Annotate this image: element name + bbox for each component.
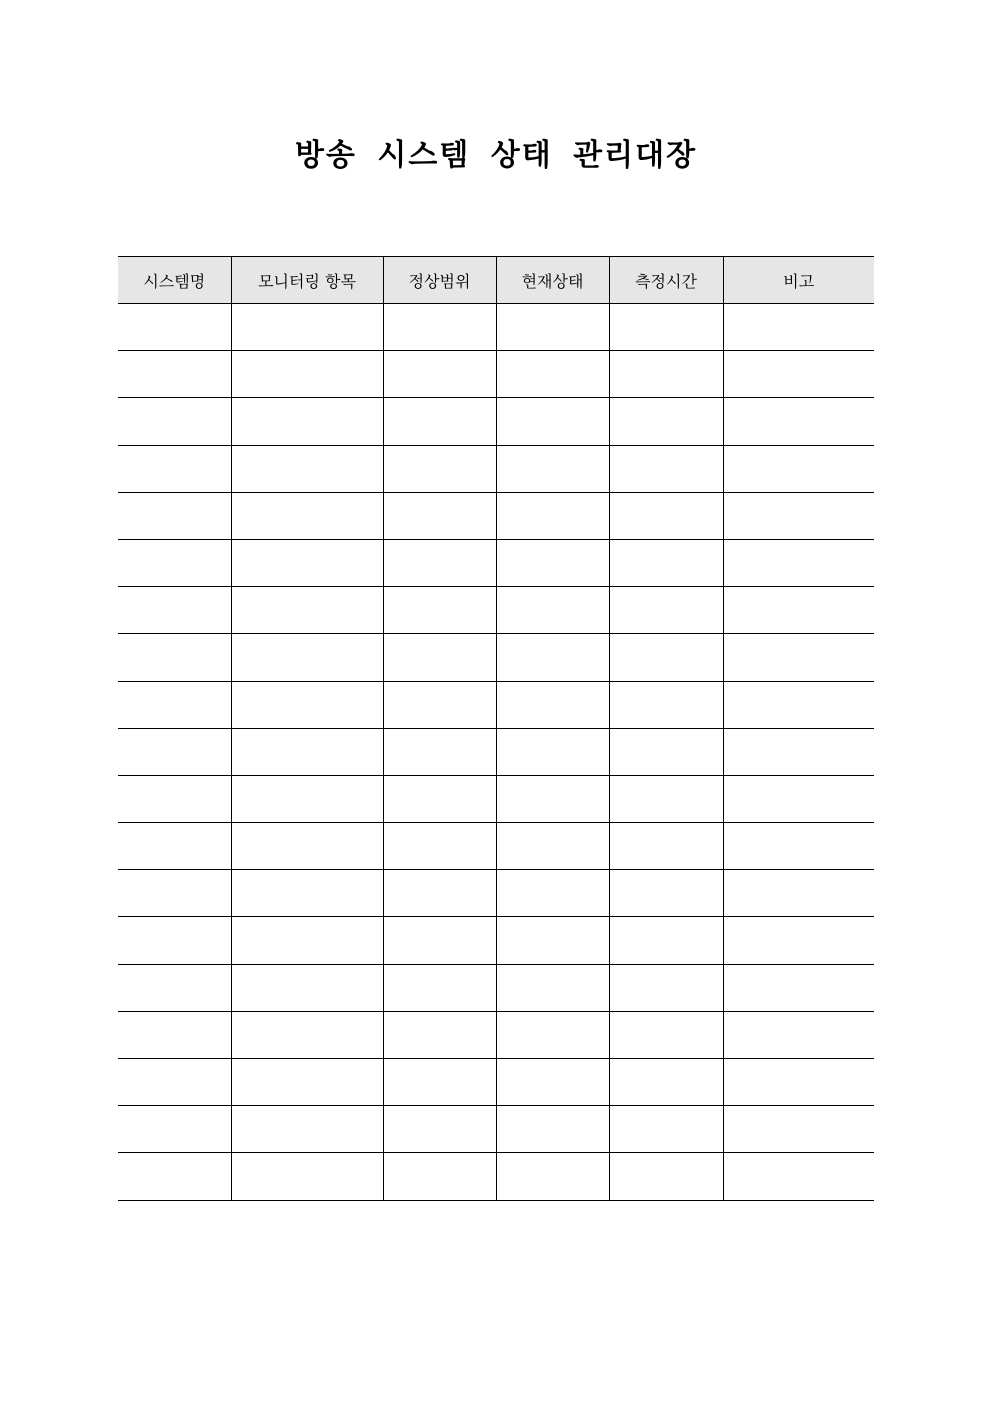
cell-current-status — [496, 917, 609, 964]
cell-remarks — [723, 964, 874, 1011]
cell-monitoring-item — [231, 634, 383, 681]
cell-remarks — [723, 917, 874, 964]
cell-normal-range — [383, 634, 496, 681]
column-header-system-name: 시스템명 — [118, 257, 231, 304]
cell-monitoring-item — [231, 917, 383, 964]
cell-current-status — [496, 398, 609, 445]
cell-remarks — [723, 1011, 874, 1058]
cell-remarks — [723, 587, 874, 634]
cell-normal-range — [383, 304, 496, 351]
cell-measurement-time — [609, 917, 723, 964]
cell-monitoring-item — [231, 304, 383, 351]
table-row — [118, 1106, 874, 1153]
cell-measurement-time — [609, 445, 723, 492]
cell-monitoring-item — [231, 681, 383, 728]
cell-normal-range — [383, 445, 496, 492]
cell-monitoring-item — [231, 1011, 383, 1058]
column-header-current-status: 현재상태 — [496, 257, 609, 304]
cell-monitoring-item — [231, 823, 383, 870]
cell-current-status — [496, 634, 609, 681]
cell-system-name — [118, 681, 231, 728]
cell-remarks — [723, 728, 874, 775]
cell-normal-range — [383, 823, 496, 870]
cell-normal-range — [383, 870, 496, 917]
cell-system-name — [118, 1106, 231, 1153]
cell-current-status — [496, 445, 609, 492]
cell-normal-range — [383, 351, 496, 398]
cell-remarks — [723, 539, 874, 586]
table-row — [118, 1153, 874, 1200]
cell-current-status — [496, 870, 609, 917]
cell-normal-range — [383, 492, 496, 539]
cell-remarks — [723, 398, 874, 445]
cell-remarks — [723, 1106, 874, 1153]
table-body — [118, 304, 874, 1201]
cell-measurement-time — [609, 492, 723, 539]
cell-measurement-time — [609, 304, 723, 351]
cell-current-status — [496, 539, 609, 586]
cell-remarks — [723, 823, 874, 870]
cell-system-name — [118, 823, 231, 870]
cell-remarks — [723, 870, 874, 917]
cell-measurement-time — [609, 1153, 723, 1200]
cell-system-name — [118, 917, 231, 964]
table-row — [118, 964, 874, 1011]
cell-system-name — [118, 870, 231, 917]
cell-current-status — [496, 728, 609, 775]
table-header-row — [118, 257, 874, 304]
cell-remarks — [723, 492, 874, 539]
cell-normal-range — [383, 775, 496, 822]
table-row — [118, 304, 874, 351]
cell-system-name — [118, 728, 231, 775]
cell-measurement-time — [609, 775, 723, 822]
cell-system-name — [118, 964, 231, 1011]
cell-current-status — [496, 1011, 609, 1058]
table-row — [118, 823, 874, 870]
column-header-monitoring-item: 모니터링 항목 — [231, 257, 383, 304]
cell-remarks — [723, 351, 874, 398]
cell-system-name — [118, 1153, 231, 1200]
cell-monitoring-item — [231, 492, 383, 539]
cell-remarks — [723, 445, 874, 492]
cell-remarks — [723, 681, 874, 728]
cell-monitoring-item — [231, 728, 383, 775]
table-row — [118, 917, 874, 964]
cell-remarks — [723, 304, 874, 351]
cell-normal-range — [383, 398, 496, 445]
cell-current-status — [496, 351, 609, 398]
cell-monitoring-item — [231, 351, 383, 398]
table-row — [118, 1011, 874, 1058]
cell-normal-range — [383, 539, 496, 586]
table-row — [118, 1059, 874, 1106]
table-row — [118, 634, 874, 681]
cell-normal-range — [383, 1011, 496, 1058]
cell-normal-range — [383, 917, 496, 964]
cell-system-name — [118, 587, 231, 634]
cell-normal-range — [383, 1153, 496, 1200]
cell-remarks — [723, 1153, 874, 1200]
cell-system-name — [118, 775, 231, 822]
table-row — [118, 681, 874, 728]
cell-normal-range — [383, 587, 496, 634]
cell-monitoring-item — [231, 445, 383, 492]
table-row — [118, 587, 874, 634]
cell-measurement-time — [609, 398, 723, 445]
cell-measurement-time — [609, 964, 723, 1011]
cell-measurement-time — [609, 1106, 723, 1153]
cell-measurement-time — [609, 587, 723, 634]
table-row — [118, 870, 874, 917]
cell-system-name — [118, 398, 231, 445]
cell-system-name — [118, 492, 231, 539]
cell-current-status — [496, 1106, 609, 1153]
cell-monitoring-item — [231, 775, 383, 822]
cell-system-name — [118, 634, 231, 681]
cell-normal-range — [383, 964, 496, 1011]
cell-measurement-time — [609, 539, 723, 586]
cell-current-status — [496, 587, 609, 634]
cell-measurement-time — [609, 634, 723, 681]
cell-monitoring-item — [231, 1153, 383, 1200]
status-ledger-table — [118, 256, 874, 1201]
cell-measurement-time — [609, 1059, 723, 1106]
cell-remarks — [723, 775, 874, 822]
cell-monitoring-item — [231, 870, 383, 917]
table-row — [118, 398, 874, 445]
cell-normal-range — [383, 728, 496, 775]
table-row — [118, 351, 874, 398]
cell-remarks — [723, 634, 874, 681]
table-row — [118, 539, 874, 586]
cell-measurement-time — [609, 823, 723, 870]
cell-monitoring-item — [231, 964, 383, 1011]
cell-normal-range — [383, 1059, 496, 1106]
cell-current-status — [496, 304, 609, 351]
cell-current-status — [496, 823, 609, 870]
cell-current-status — [496, 1153, 609, 1200]
cell-system-name — [118, 1059, 231, 1106]
cell-current-status — [496, 681, 609, 728]
cell-measurement-time — [609, 681, 723, 728]
table-row — [118, 492, 874, 539]
cell-system-name — [118, 1011, 231, 1058]
cell-monitoring-item — [231, 1106, 383, 1153]
column-header-remarks: 비고 — [723, 257, 874, 304]
table-row — [118, 728, 874, 775]
cell-measurement-time — [609, 728, 723, 775]
cell-current-status — [496, 775, 609, 822]
cell-system-name — [118, 351, 231, 398]
column-header-measurement-time: 측정시간 — [609, 257, 723, 304]
cell-measurement-time — [609, 1011, 723, 1058]
column-header-normal-range: 정상범위 — [383, 257, 496, 304]
cell-current-status — [496, 492, 609, 539]
cell-monitoring-item — [231, 398, 383, 445]
cell-remarks — [723, 1059, 874, 1106]
cell-normal-range — [383, 1106, 496, 1153]
cell-monitoring-item — [231, 539, 383, 586]
cell-monitoring-item — [231, 587, 383, 634]
table-row — [118, 445, 874, 492]
cell-monitoring-item — [231, 1059, 383, 1106]
cell-current-status — [496, 1059, 609, 1106]
cell-measurement-time — [609, 351, 723, 398]
cell-system-name — [118, 539, 231, 586]
cell-current-status — [496, 964, 609, 1011]
page-title: 방송 시스템 상태 관리대장 — [294, 138, 698, 173]
cell-normal-range — [383, 681, 496, 728]
cell-measurement-time — [609, 870, 723, 917]
cell-system-name — [118, 445, 231, 492]
table-row — [118, 775, 874, 822]
cell-system-name — [118, 304, 231, 351]
